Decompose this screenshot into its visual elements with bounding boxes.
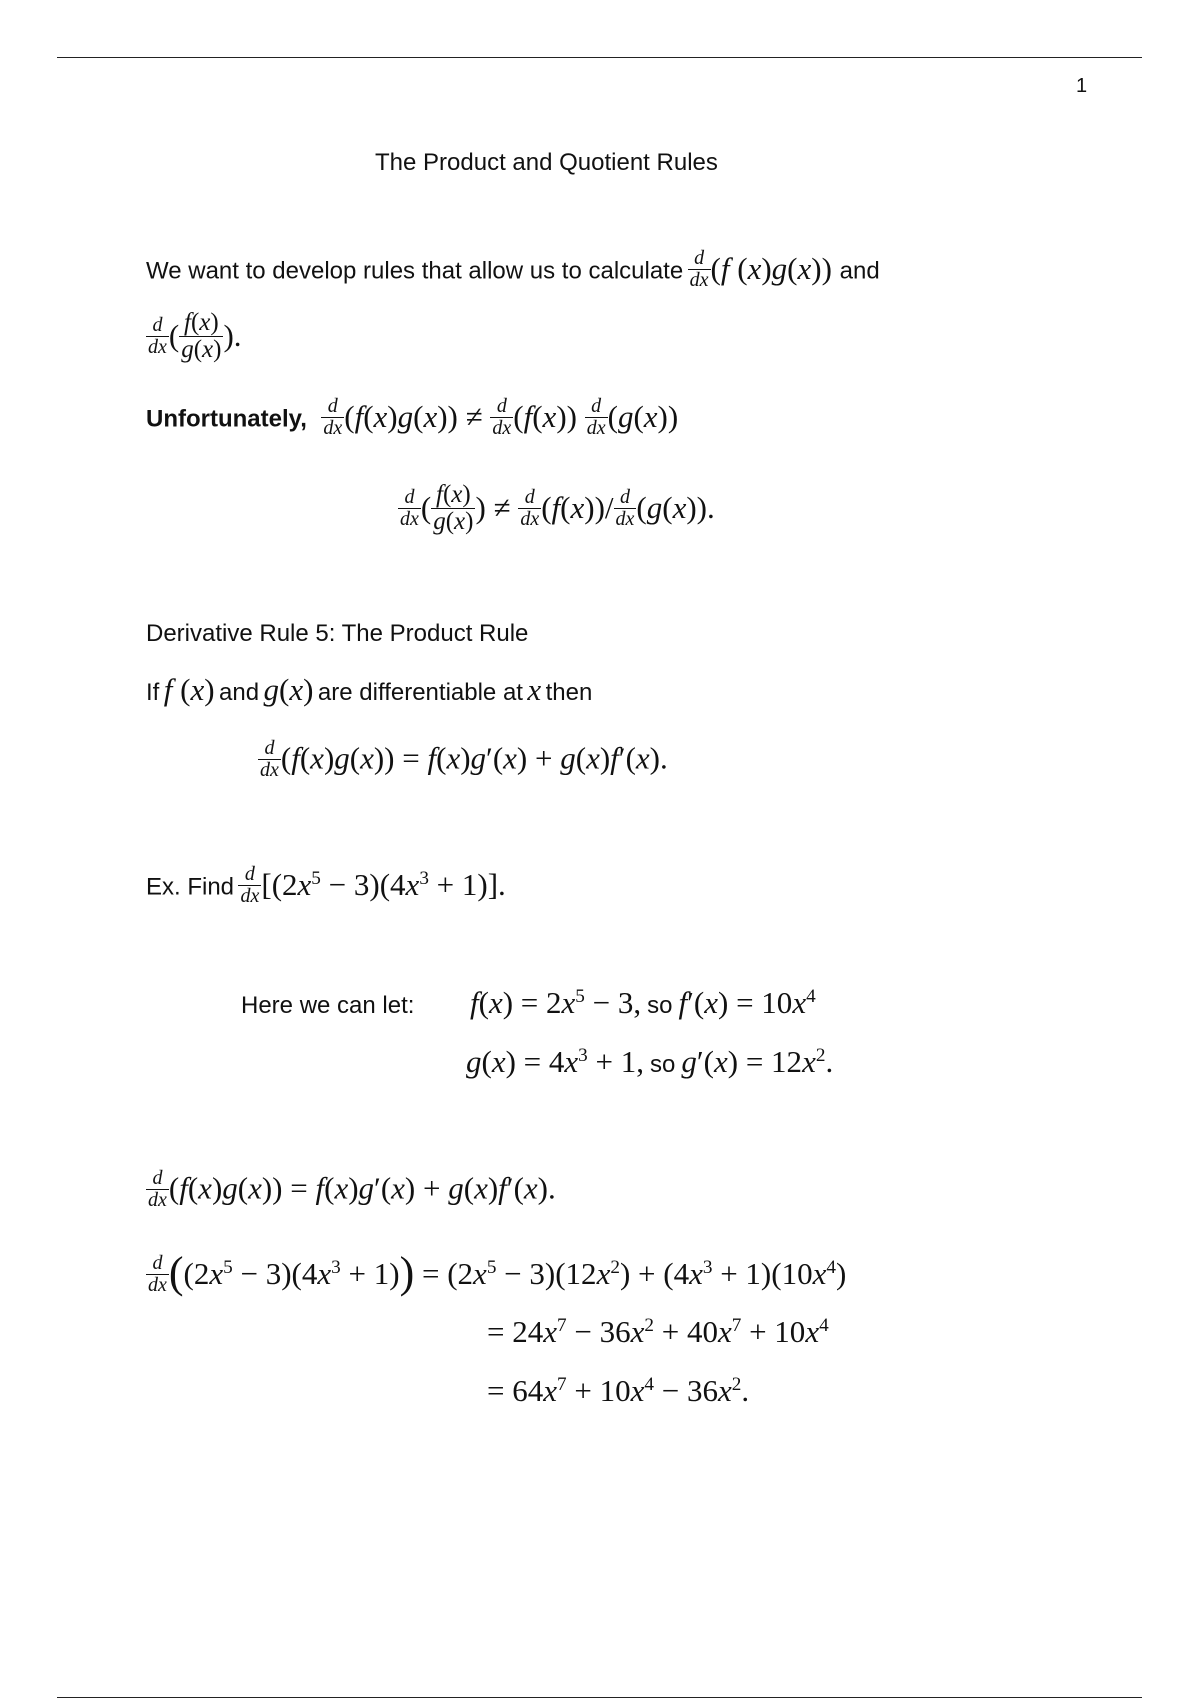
- rule-f-of-x: f (x): [163, 672, 215, 707]
- solution-line-1: $\frac{d}{dx}$ (f(x)g(x)) = f(x)g′(x) + g(x)f′(x).: [148, 1167, 556, 1211]
- rule-statement: [146, 672, 592, 708]
- top-rule: [57, 57, 1142, 58]
- page-title: The Product and Quotient Rules: [375, 149, 718, 176]
- inequality-product: $\frac{d}{dx}$ (f(x)g(x)) ≠ $\frac{d}{dx}$ (f(x)) $\frac{d}{dx}$ (g(x)): [323, 395, 679, 439]
- intro-line-1: [146, 247, 880, 293]
- example-label: Ex. Find: [146, 873, 235, 901]
- intro-and: and: [839, 257, 880, 285]
- example-formula: $\frac{d}{dx}$ $[(2x^5 - 3)(4x^3 + 1)]$.: [240, 863, 506, 907]
- intro-formula-quotient: $\frac{d}{dx}$ ( $\frac{f(x)}{g(x)}$ ).: [148, 309, 242, 364]
- so-word-1: so: [647, 992, 673, 1019]
- let-f-line: $f(x) = 2x^5 - 3$, so $f'(x) = 10x^4$: [470, 985, 816, 1020]
- rule-then: then: [545, 679, 593, 706]
- intro-text: We want to develop rules that allow us to calculate: [146, 257, 684, 285]
- unfortunately-label: Unfortunately,: [146, 405, 307, 433]
- page-number: 1: [1076, 75, 1088, 97]
- solution-line-2: $\frac{d}{dx}$ $((2x^5 - 3)(4x^3 + 1)) = (2x^5 - 3)(12x^2) + (4x^3 + 1)(10x^4)$: [148, 1248, 847, 1297]
- so-word-2: so: [650, 1051, 676, 1078]
- product-rule-formula: $\frac{d}{dx}$ (f(x)g(x)) = f(x)g′(x) + g(x)f′(x).: [260, 737, 668, 781]
- solution-line-3: = $24x^7 - 36x^2 + 40x^7 + 10x^4$: [487, 1314, 829, 1349]
- inequality-quotient: $\frac{d}{dx}$ ( $\frac{f(x)}{g(x)}$ ) ≠ $\frac{d}{dx}$ (f(x))/ $\frac{d}{dx}$ (g(x)).: [400, 481, 715, 536]
- rule-and: and: [219, 679, 260, 706]
- bottom-rule: [57, 1697, 1142, 1698]
- let-label: Here we can let:: [241, 992, 415, 1019]
- rule-heading: Derivative Rule 5: The Product Rule: [146, 620, 529, 647]
- let-g-line: $g(x) = 4x^3 + 1$, so $g'(x) = 12x^2$.: [466, 1044, 834, 1079]
- unfortunately-line: [146, 395, 679, 441]
- example-line: [146, 863, 506, 909]
- solution-line-4: = $64x^7 + 10x^4 - 36x^2$.: [487, 1373, 750, 1408]
- rule-g-of-x: g(x): [263, 672, 314, 707]
- intro-formula-product: $\frac{d}{dx}$ (f (x)g(x)): [689, 247, 832, 291]
- rule-if: If: [146, 679, 160, 706]
- rule-differentiable: are differentiable at: [317, 679, 523, 706]
- rule-x: x: [527, 672, 542, 707]
